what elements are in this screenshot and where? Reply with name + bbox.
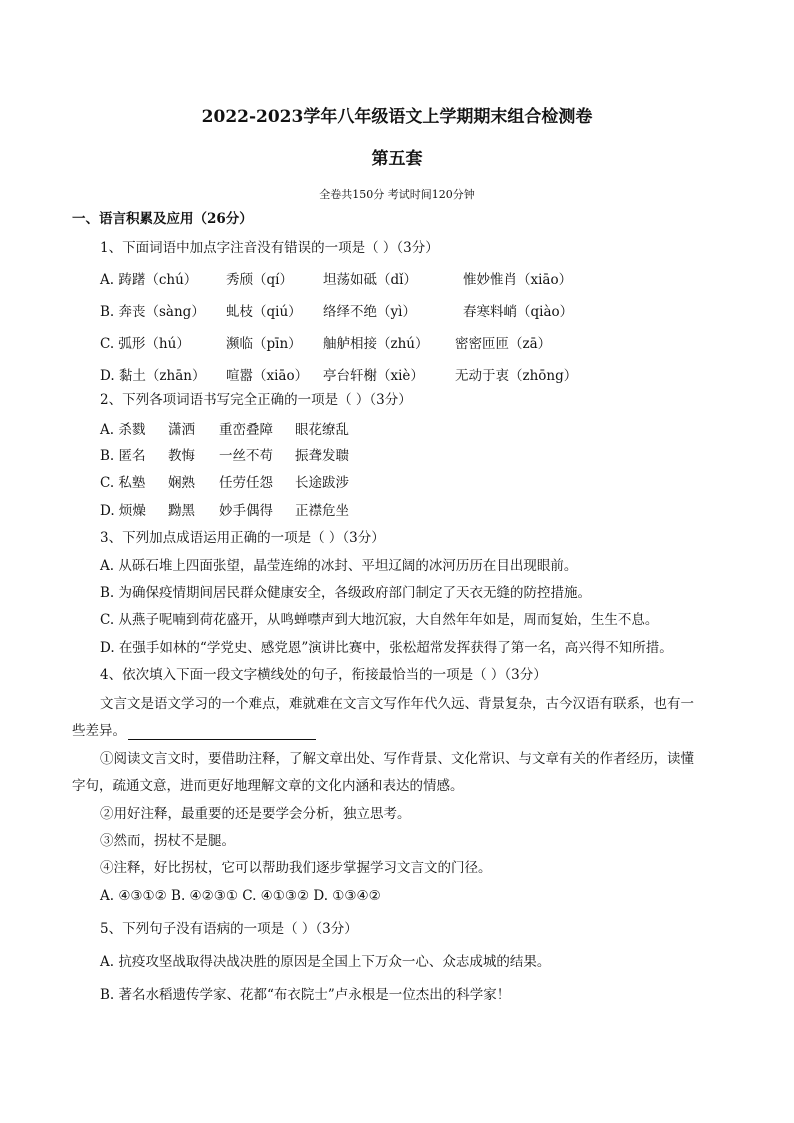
- question-2-stem: 2、下列各项词语书写完全正确的一项是（ ）（3分）: [100, 392, 412, 408]
- option-word: 黝黑: [168, 503, 195, 519]
- option-word: 振聋发聩: [295, 448, 349, 464]
- question-4-sentence-3: ③然而，拐杖不是腿。: [100, 833, 235, 849]
- option-word: 坦荡如砥（dǐ）: [323, 272, 417, 288]
- option-word: 络绎不绝（yì）: [323, 304, 416, 320]
- option-word: 一丝不苟: [219, 448, 273, 464]
- passage-text: 些差异。: [72, 723, 126, 739]
- question-3-option-d: D. 在强手如林的“学党史、感党恩”演讲比赛中，张松超常发挥获得了第一名，高兴得不知所措。: [100, 640, 673, 656]
- option-word: 舳舻相接（zhú）: [323, 336, 429, 352]
- option-word: 喧嚣（xiāo）: [226, 368, 309, 384]
- section-heading: 一、语言积累及应用（26分）: [72, 211, 253, 227]
- option-word: D. 黏土（zhān）: [100, 368, 206, 384]
- option-word: 长途跋涉: [295, 475, 349, 491]
- option-word: 无动于衷（zhōng）: [455, 368, 578, 384]
- option-word: A. 踌躇（chú）: [100, 272, 198, 288]
- option-word: 妙手偶得: [219, 503, 273, 519]
- option-word: A. 杀戮: [100, 422, 146, 438]
- question-3-option-c: C. 从燕子呢喃到荷花盛开，从鸣蝉噤声到大地沉寂，大自然年年如是，周而复始，生生不息。: [100, 612, 659, 628]
- exam-title: 2022-2023学年八年级语文上学期期末组合检测卷: [201, 107, 593, 127]
- question-4-sentence-2: ②用好注释，最重要的还是要学会分析，独立思考。: [100, 806, 411, 822]
- question-5-stem: 5、下列句子没有语病的一项是（ ）（3分）: [100, 921, 358, 937]
- option-word: 娴熟: [168, 475, 195, 491]
- question-4-passage-line-1: 文言文是语文学习的一个难点，难就难在文言文写作年代久远、背景复杂，古今汉语有联系，也有一: [100, 696, 694, 712]
- question-4-passage-line-2: [72, 722, 316, 740]
- option-word: 春寒料峭（qiào）: [463, 304, 574, 320]
- question-1-stem: 1、下面词语中加点字注音没有错误的一项是（ ）（3分）: [100, 240, 439, 256]
- question-3-stem: 3、下列加点成语运用正确的一项是（ ）（3分）: [100, 530, 385, 546]
- option-word: C. 私塾: [100, 475, 146, 491]
- option-word: 亭台轩榭（xiè）: [323, 368, 424, 384]
- option-word: 任劳任怨: [219, 475, 273, 491]
- option-word: 惟妙惟肖（xiāo）: [463, 272, 573, 288]
- option-word: B. 匿名: [100, 448, 146, 464]
- exam-info: 全卷共150分 考试时间120分钟: [319, 188, 475, 201]
- option-word: 虬枝（qiú）: [226, 304, 302, 320]
- question-5-option-b: B. 著名水稻遗传学家、花都“布衣院士”卢永根是一位杰出的科学家！: [100, 987, 511, 1003]
- question-4-stem: 4、依次填入下面一段文字横线处的句子，衔接最恰当的一项是（ ）（3分）: [100, 667, 547, 683]
- option-word: 潇洒: [168, 422, 195, 438]
- question-4-sentence-1-line-1: ①阅读文言文时，要借助注释，了解文章出处、写作背景、文化常识、与文章有关的作者经历，读懂: [100, 751, 694, 767]
- question-5-option-a: A. 抗疫攻坚战取得决战决胜的原因是全国上下万众一心、众志成城的结果。: [100, 954, 551, 970]
- question-3-option-b: B. 为确保疫情期间居民群众健康安全，各级政府部门制定了天衣无缝的防控措施。: [100, 585, 592, 601]
- option-word: 眼花缭乱: [295, 422, 349, 438]
- option-word: 正襟危坐: [295, 503, 349, 519]
- question-4-sentence-4: ④注释，好比拐杖，它可以帮助我们逐步掌握学习文言文的门径。: [100, 860, 492, 876]
- option-word: C. 弧形（hú）: [100, 336, 190, 352]
- option-word: D. 烦燥: [100, 503, 146, 519]
- question-3-option-a: A. 从砾石堆上四面张望，晶莹连绵的冰封、平坦辽阔的冰河历历在目出现眼前。: [100, 558, 578, 574]
- option-word: 濒临（pīn）: [226, 336, 302, 352]
- option-word: 密密匝匝（zā）: [455, 336, 552, 352]
- option-word: B. 奔丧（sàng）: [100, 304, 205, 320]
- option-word: 重峦叠障: [219, 422, 273, 438]
- exam-set-number: 第五套: [371, 149, 423, 169]
- fill-blank-line: [128, 725, 316, 740]
- option-word: 秀颀（qí）: [226, 272, 293, 288]
- question-4-sentence-1-line-2: 字句，疏通文意，进而更好地理解文章的文化内涵和表达的情感。: [72, 778, 464, 794]
- option-word: 教悔: [168, 448, 195, 464]
- question-4-choices: A. ④③①② B. ④②③① C. ④①③② D. ①③④②: [100, 888, 381, 904]
